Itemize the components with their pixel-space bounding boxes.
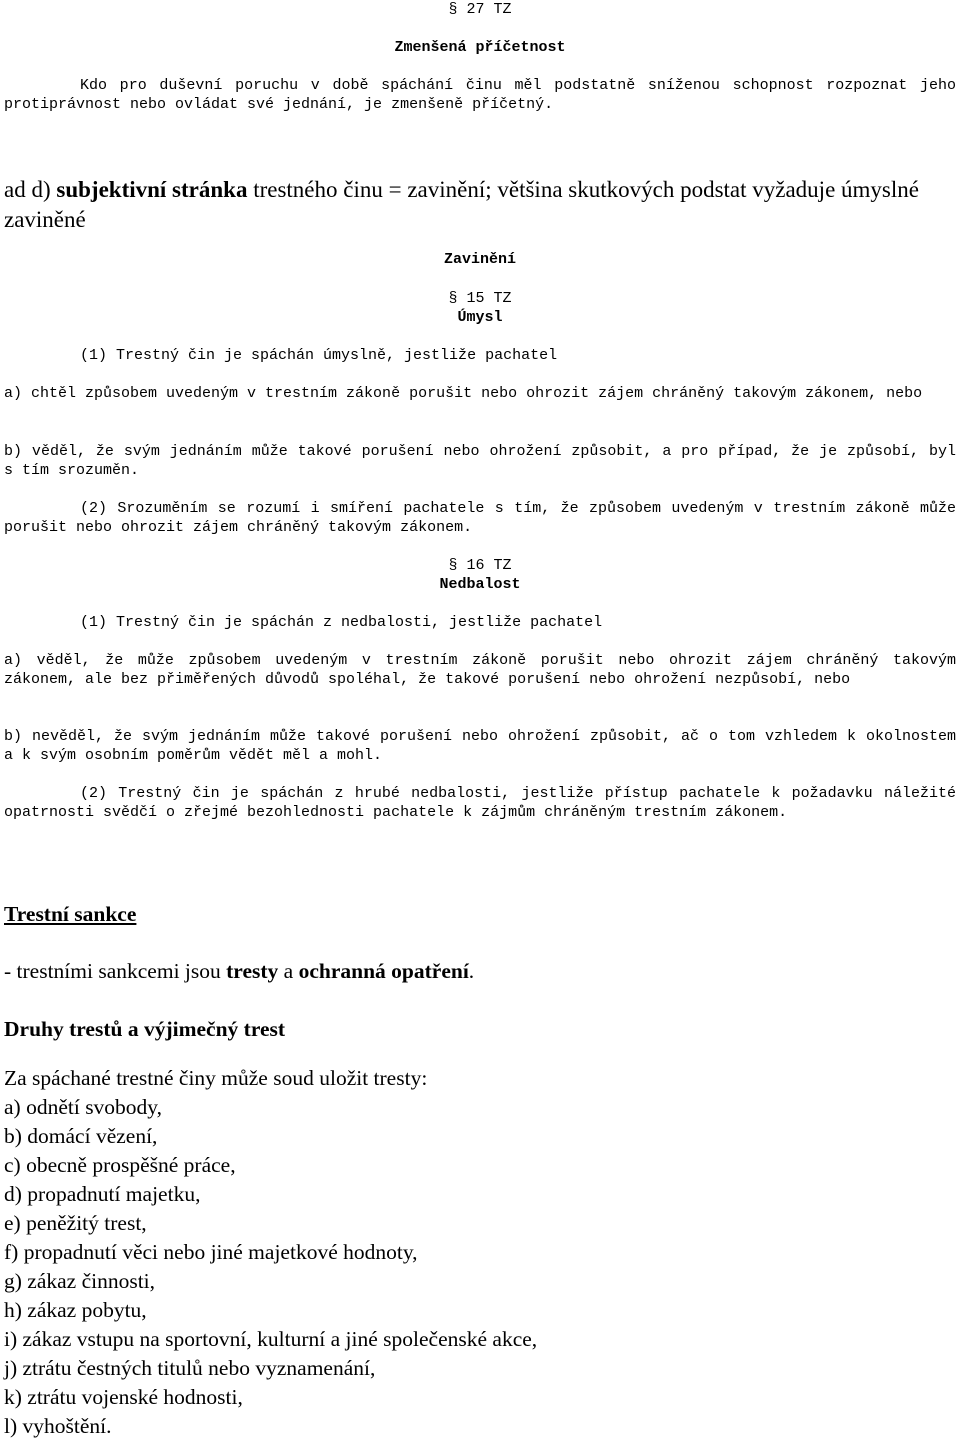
list-item: j) ztrátu čestných titulů nebo vyznamenání, xyxy=(4,1356,376,1380)
s15-section-ref: § 15 TZ xyxy=(448,290,512,307)
s27-section-ref: § 27 TZ xyxy=(448,1,512,18)
druhy-list xyxy=(4,1093,956,1441)
druhy-intro: Za spáchané trestné činy může soud uložit tresty: xyxy=(4,1066,428,1090)
s16-a: a) věděl, že může způsobem uvedeným v trestním zákoně porušit nebo ohrozit zájem chráněný takovým zákonem, ale bez přiměřených důvodů spoléhal, že takové porušení nebo ohrožení nezpůsobí, nebo xyxy=(4,652,956,688)
list-item: a) odnětí svobody, xyxy=(4,1095,163,1119)
list-item: d) propadnutí majetku, xyxy=(4,1182,201,1206)
s15-b: b) věděl, že svým jednáním může takové porušení nebo ohrožení způsobit, a pro případ, že je způsobí, byl s tím srozuměn. xyxy=(4,443,956,479)
s27-text: Kdo pro duševní poruchu v době spáchání činu měl podstatně sníženou schopnost rozpoznat jeho protiprávnost nebo ovládat své jednání, je zmenšeně příčetný. xyxy=(4,77,956,113)
intro-paragraph: ad d) subjektivní stránka trestného činu = zavinění; většina skutkových podstat vyžaduje úmyslné zaviněné xyxy=(4,177,919,232)
list-item: f) propadnutí věci nebo jiné majetkové hodnoty, xyxy=(4,1240,418,1264)
list-item: l) vyhoštění. xyxy=(4,1414,112,1438)
list-item: c) obecně prospěšné práce, xyxy=(4,1153,236,1177)
sankce-line: - trestními sankcemi jsou tresty a ochranná opatření. xyxy=(4,959,475,983)
s16-b: b) nevěděl, že svým jednáním může takové porušení nebo ohrožení způsobit, ač o tom vzhledem k okolnostem a k svým osobním poměrům vědět měl a mohl. xyxy=(4,728,956,764)
list-item: i) zákaz vstupu na sportovní, kulturní a jiné společenské akce, xyxy=(4,1327,538,1351)
list-item: b) domácí vězení, xyxy=(4,1124,158,1148)
s16-p1: (1) Trestný čin je spáchán z nedbalosti, jestliže pachatel xyxy=(80,614,603,631)
list-item: k) ztrátu vojenské hodnosti, xyxy=(4,1385,243,1409)
s15-title: Úmysl xyxy=(457,309,503,326)
zavineni-heading: Zavinění xyxy=(443,251,516,268)
list-item: g) zákaz činnosti, xyxy=(4,1269,156,1293)
s15-p2: (2) Srozuměním se rozumí i smíření pachatele s tím, že způsobem uvedeným v trestním zákoně může porušit nebo ohrozit zájem chráněný takovým zákonem. xyxy=(4,500,956,536)
s16-section-ref: § 16 TZ xyxy=(448,557,512,574)
sankce-heading: Trestní sankce xyxy=(4,902,137,926)
list-item: h) zákaz pobytu, xyxy=(4,1298,147,1322)
s16-p2: (2) Trestný čin je spáchán z hrubé nedbalosti, jestliže přístup pachatele k požadavku náležité opatrnosti svědčí o zřejmé bezohlednosti pachatele k zájmům chráněným trestním zákonem. xyxy=(4,785,956,821)
s15-p1: (1) Trestný čin je spáchán úmyslně, jestliže pachatel xyxy=(80,347,558,364)
s15-a: a) chtěl způsobem uvedeným v trestním zákoně porušit nebo ohrozit zájem chráněný takovým zákonem, nebo xyxy=(4,385,923,402)
druhy-heading: Druhy trestů a výjimečný trest xyxy=(4,1017,286,1041)
list-item: e) peněžitý trest, xyxy=(4,1211,147,1235)
s16-title: Nedbalost xyxy=(439,576,521,593)
s27-title: Zmenšená příčetnost xyxy=(394,39,566,56)
